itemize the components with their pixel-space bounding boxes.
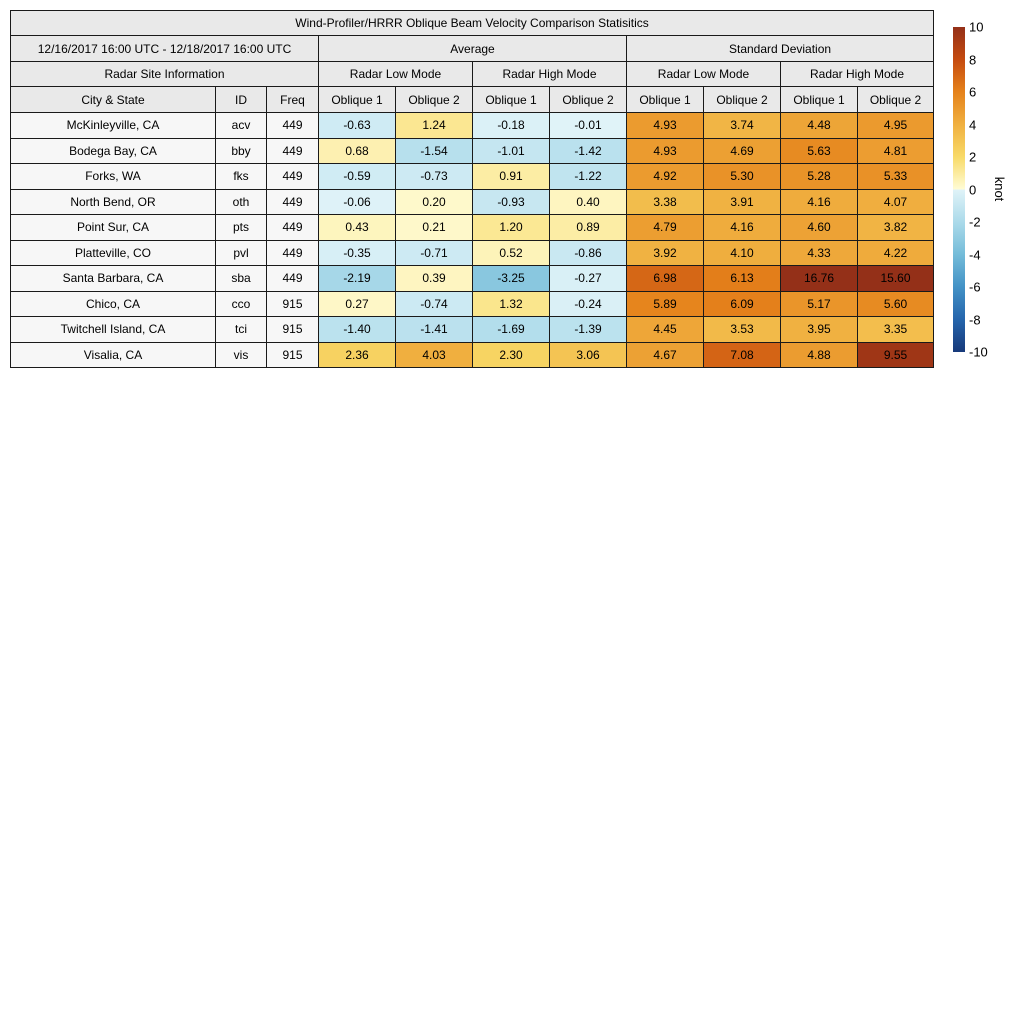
value-cell: 5.30: [704, 164, 781, 190]
page-title: Wind-Profiler/HRRR Oblique Beam Velocity Comparison Statisitics: [11, 11, 934, 36]
freq-cell: 449: [267, 215, 319, 241]
freq-cell: 915: [267, 342, 319, 368]
value-cell: 6.98: [627, 266, 704, 292]
mode-header-row: [11, 62, 934, 87]
value-cell: 3.95: [781, 317, 858, 343]
value-cell: 3.92: [627, 240, 704, 266]
value-cell: 4.67: [627, 342, 704, 368]
value-cell: 4.16: [704, 215, 781, 241]
value-cell: 0.43: [319, 215, 396, 241]
city-cell: Point Sur, CA: [11, 215, 216, 241]
value-cell: -0.35: [319, 240, 396, 266]
value-cell: -1.41: [396, 317, 473, 343]
colorbar-tick-label: -6: [969, 279, 981, 295]
value-cell: -0.93: [473, 189, 550, 215]
value-cell: 5.17: [781, 291, 858, 317]
value-cell: 6.09: [704, 291, 781, 317]
colorbar-unit-label: knot: [992, 176, 1007, 202]
avg-low-mode-header: Radar Low Mode: [319, 62, 473, 87]
oblique1-header: Oblique 1: [627, 87, 704, 113]
colorbar-gradient: [953, 27, 965, 352]
value-cell: 4.33: [781, 240, 858, 266]
site-id-cell: fks: [216, 164, 267, 190]
value-cell: -0.74: [396, 291, 473, 317]
value-cell: 4.45: [627, 317, 704, 343]
avg-high-mode-header: Radar High Mode: [473, 62, 627, 87]
comparison-table: [10, 10, 934, 368]
value-cell: 4.93: [627, 113, 704, 139]
site-id-cell: pts: [216, 215, 267, 241]
colorbar-tick-label: 0: [969, 182, 977, 197]
value-cell: 4.03: [396, 342, 473, 368]
oblique1-header: Oblique 1: [781, 87, 858, 113]
value-cell: 3.82: [858, 215, 934, 241]
value-cell: -0.24: [550, 291, 627, 317]
table-row: [11, 266, 934, 292]
value-cell: 9.55: [858, 342, 934, 368]
value-cell: 3.06: [550, 342, 627, 368]
value-cell: 4.95: [858, 113, 934, 139]
value-cell: 3.74: [704, 113, 781, 139]
freq-cell: 449: [267, 113, 319, 139]
colorbar-tick-label: 8: [969, 52, 977, 67]
value-cell: 3.35: [858, 317, 934, 343]
value-cell: -0.71: [396, 240, 473, 266]
city-cell: Santa Barbara, CA: [11, 266, 216, 292]
site-id-cell: acv: [216, 113, 267, 139]
colorbar-tick-label: -10: [969, 344, 988, 360]
city-cell: North Bend, OR: [11, 189, 216, 215]
date-range: 12/16/2017 16:00 UTC - 12/18/2017 16:00 UTC: [11, 36, 319, 62]
table-row: [11, 317, 934, 343]
value-cell: 15.60: [858, 266, 934, 292]
value-cell: 5.33: [858, 164, 934, 190]
site-id-cell: oth: [216, 189, 267, 215]
table-row: [11, 240, 934, 266]
colorbar-tick-label: -2: [969, 214, 981, 230]
city-cell: McKinleyville, CA: [11, 113, 216, 139]
table-row: [11, 189, 934, 215]
city-cell: Visalia, CA: [11, 342, 216, 368]
value-cell: -1.40: [319, 317, 396, 343]
title-row: [11, 11, 934, 36]
value-cell: 1.32: [473, 291, 550, 317]
value-cell: 4.93: [627, 138, 704, 164]
city-cell: Bodega Bay, CA: [11, 138, 216, 164]
column-header-row: [11, 87, 934, 113]
colorbar-tick-label: 4: [969, 117, 977, 132]
value-cell: 0.52: [473, 240, 550, 266]
oblique2-header: Oblique 2: [396, 87, 473, 113]
colorbar-tick-label: -8: [969, 312, 981, 327]
value-cell: -1.01: [473, 138, 550, 164]
colorbar-tick-label: -4: [969, 247, 981, 262]
value-cell: -1.69: [473, 317, 550, 343]
freq-cell: 449: [267, 266, 319, 292]
value-cell: 5.28: [781, 164, 858, 190]
value-cell: -0.06: [319, 189, 396, 215]
site-id-cell: tci: [216, 317, 267, 343]
value-cell: 4.69: [704, 138, 781, 164]
value-cell: 0.21: [396, 215, 473, 241]
value-cell: 0.20: [396, 189, 473, 215]
table-row: [11, 138, 934, 164]
value-cell: 2.30: [473, 342, 550, 368]
value-cell: 4.22: [858, 240, 934, 266]
freq-cell: 915: [267, 291, 319, 317]
value-cell: 5.60: [858, 291, 934, 317]
average-group-header: Average: [319, 36, 627, 62]
value-cell: -0.18: [473, 113, 550, 139]
freq-cell: 449: [267, 164, 319, 190]
city-cell: Forks, WA: [11, 164, 216, 190]
value-cell: 1.24: [396, 113, 473, 139]
oblique2-header: Oblique 2: [858, 87, 934, 113]
city-cell: Platteville, CO: [11, 240, 216, 266]
oblique1-header: Oblique 1: [319, 87, 396, 113]
table-row: [11, 291, 934, 317]
value-cell: 4.10: [704, 240, 781, 266]
city-state-header: City & State: [11, 87, 216, 113]
site-id-cell: bby: [216, 138, 267, 164]
colorbar-tick-label: 10: [969, 19, 984, 35]
table-row: [11, 113, 934, 139]
city-cell: Twitchell Island, CA: [11, 317, 216, 343]
value-cell: -1.39: [550, 317, 627, 343]
value-cell: 0.91: [473, 164, 550, 190]
value-cell: 5.63: [781, 138, 858, 164]
site-info-header: Radar Site Information: [11, 62, 319, 87]
value-cell: 4.88: [781, 342, 858, 368]
oblique2-header: Oblique 2: [704, 87, 781, 113]
value-cell: 3.53: [704, 317, 781, 343]
value-cell: 5.89: [627, 291, 704, 317]
value-cell: 4.48: [781, 113, 858, 139]
value-cell: -1.54: [396, 138, 473, 164]
value-cell: -0.59: [319, 164, 396, 190]
value-cell: 16.76: [781, 266, 858, 292]
value-cell: 4.07: [858, 189, 934, 215]
site-id-cell: vis: [216, 342, 267, 368]
site-id-cell: sba: [216, 266, 267, 292]
std-high-mode-header: Radar High Mode: [781, 62, 934, 87]
value-cell: -1.42: [550, 138, 627, 164]
freq-cell: 449: [267, 189, 319, 215]
site-id-cell: pvl: [216, 240, 267, 266]
city-cell: Chico, CA: [11, 291, 216, 317]
table-row: [11, 342, 934, 368]
std-low-mode-header: Radar Low Mode: [627, 62, 781, 87]
freq-cell: 915: [267, 317, 319, 343]
table-row: [11, 164, 934, 190]
value-cell: 3.91: [704, 189, 781, 215]
value-cell: 0.27: [319, 291, 396, 317]
value-cell: 6.13: [704, 266, 781, 292]
freq-cell: 449: [267, 240, 319, 266]
value-cell: 4.60: [781, 215, 858, 241]
id-header: ID: [216, 87, 267, 113]
freq-cell: 449: [267, 138, 319, 164]
value-cell: -1.22: [550, 164, 627, 190]
value-cell: -0.73: [396, 164, 473, 190]
value-cell: 4.81: [858, 138, 934, 164]
value-cell: -0.63: [319, 113, 396, 139]
value-cell: 4.79: [627, 215, 704, 241]
value-cell: 2.36: [319, 342, 396, 368]
table-row: [11, 215, 934, 241]
value-cell: 0.39: [396, 266, 473, 292]
value-cell: 0.89: [550, 215, 627, 241]
colorbar-tick-label: 6: [969, 84, 977, 100]
value-cell: -2.19: [319, 266, 396, 292]
value-cell: 1.20: [473, 215, 550, 241]
value-cell: 4.92: [627, 164, 704, 190]
value-cell: 3.38: [627, 189, 704, 215]
value-cell: 7.08: [704, 342, 781, 368]
oblique1-header: Oblique 1: [473, 87, 550, 113]
stddev-group-header: Standard Deviation: [627, 36, 934, 62]
oblique2-header: Oblique 2: [550, 87, 627, 113]
value-cell: 0.40: [550, 189, 627, 215]
value-cell: -0.86: [550, 240, 627, 266]
group-header-row: [11, 36, 934, 62]
value-cell: 0.68: [319, 138, 396, 164]
freq-header: Freq: [267, 87, 319, 113]
value-cell: 4.16: [781, 189, 858, 215]
value-cell: -0.01: [550, 113, 627, 139]
value-cell: -3.25: [473, 266, 550, 292]
table-body: [11, 11, 934, 368]
value-cell: -0.27: [550, 266, 627, 292]
colorbar-tick-label: 2: [969, 149, 977, 165]
site-id-cell: cco: [216, 291, 267, 317]
